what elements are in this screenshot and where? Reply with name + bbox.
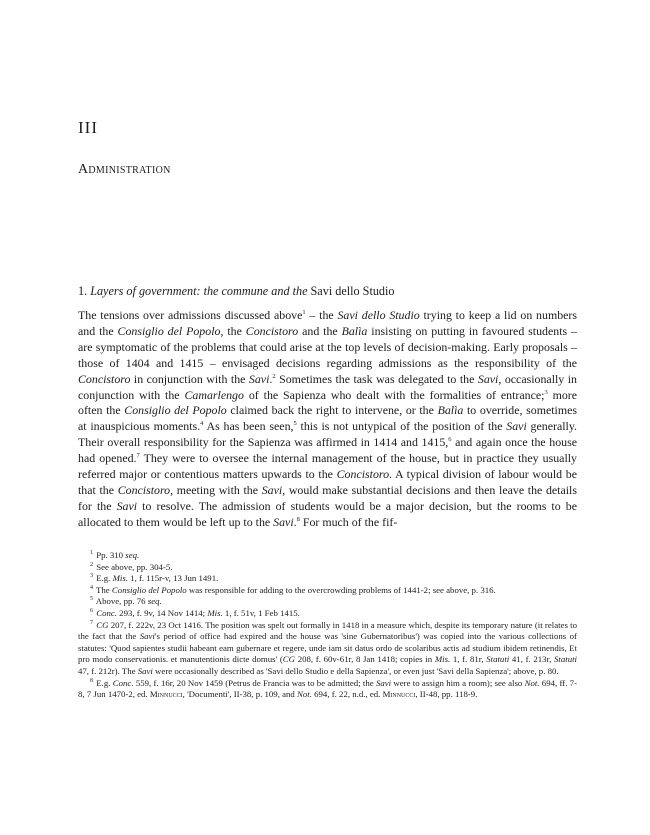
text-run: in conjunction with the — [130, 371, 249, 386]
section-title-italic: Layers of government: the commune and the — [90, 284, 308, 298]
text-run: more often the — [78, 387, 578, 418]
footnote-number: 6 — [90, 607, 93, 614]
text-run: They were to oversee the internal management of the house, but in practice they usually referred major or contentious matters upwards to the — [78, 451, 577, 482]
footnote-ref: 1 — [302, 309, 306, 316]
text-run: 1, f. 51v, 1 Feb 1415. — [222, 607, 300, 618]
italic-run: Savi dello Studio — [337, 308, 420, 322]
text-run: , 'Documenti', II-38, p. 109, and — [182, 689, 298, 700]
text-run: was responsible for adding to the overcrowding problems of 1441-2; see above, p. 316. — [186, 584, 496, 595]
text-run: As has been seen, — [203, 419, 294, 434]
text-run: insisting on putting in favoured students – are symptomatic of the problems that could arise at the top levels of decision-making. Early proposals – those of 1404 and 1415 – envisaged decisions regarding admissions as the responsibility of the — [78, 323, 577, 370]
chapter-number: III — [78, 118, 98, 137]
text-run: 207, f. 222v, 23 Oct 1416. The position was spelt out formally in 1418 in a measure which, despite its temporary nature (it relates to the fact that the — [78, 619, 577, 642]
footnote-ref: 2 — [272, 372, 276, 380]
text-run: , occasionally in conjunction with the — [78, 371, 577, 402]
italic-run: Consiglio del Popolo — [111, 584, 187, 595]
italic-run: Concistoro — [336, 467, 390, 482]
italic-run: Savi — [273, 514, 294, 529]
text-run: 41, f. 213r, — [509, 654, 555, 665]
footnote-ref: 6 — [448, 436, 452, 444]
italic-run: Savi — [506, 419, 527, 434]
footnote-number: 1 — [90, 550, 93, 556]
italic-run: Savi — [477, 371, 499, 386]
text-run: For much of the fif- — [299, 514, 398, 529]
text-run: The — [94, 584, 112, 595]
text-run: 1, f. 81r, — [450, 654, 487, 665]
italic-run: Conc. — [112, 677, 134, 688]
italic-run: Concistoro — [245, 323, 299, 338]
italic-run: seq. — [147, 596, 162, 607]
italic-run: Savi — [261, 482, 283, 497]
italic-run: Concistoro — [78, 371, 131, 386]
footnote-number: 3 — [90, 573, 93, 580]
italic-run: CG — [282, 654, 296, 665]
chapter-title: Administration — [78, 162, 171, 177]
italic-run: Balìa — [341, 323, 368, 338]
italic-run: Savi — [139, 631, 155, 642]
italic-run: Savi — [116, 498, 138, 513]
section-title-roman: Savi dello Studio — [310, 284, 395, 298]
text-run: , the — [220, 323, 246, 338]
small-caps-run: Minnucci — [382, 689, 416, 700]
text-run: , meeting with the — [170, 482, 262, 497]
text-run: 's period of office had expired and the house was 'sine Gubernatoribus') was copied into the various collections of statutes: 'Quod sapientes studii habeant eam gubernare et regere, unde iam sit datus ordo de scolaribus actis ad studium ibidem retinendis, Et pro modo conservationis. et manutentionis dicte domus' ( — [78, 631, 577, 665]
italic-run: Concistoro — [117, 482, 171, 497]
italic-run: CG — [96, 619, 109, 630]
footnote-ref: 7 — [136, 452, 140, 460]
text-run: were occasionally described as 'Savi dello Studio e della Sapienza', or even just 'Savi della Sapienza'; above, p. 80. — [152, 665, 559, 676]
italic-run: Savi — [137, 665, 153, 676]
text-run: 208, f. 60v-61r, 8 Jan 1418; copies in — [295, 654, 435, 665]
italic-run: Camarlengo — [184, 387, 244, 402]
footnote — [78, 573, 577, 585]
italic-run: Statuti — [554, 654, 578, 665]
footnote — [78, 678, 577, 701]
text-run: Sometimes the task was delegated to the — [275, 371, 478, 386]
section-heading — [78, 284, 578, 299]
italic-run: Conc. — [96, 607, 117, 618]
text-run: were to assign him a room); see also — [391, 677, 525, 688]
footnote-ref: 4 — [200, 420, 204, 428]
footnote-number: 7 — [90, 619, 93, 626]
italic-run: Mis. — [207, 607, 223, 618]
text-run: See above, pp. 304-5. — [94, 561, 173, 572]
text-run: 559, f. 16r, 20 Nov 1459 (Petrus de Francia was to be admitted; the — [133, 677, 376, 688]
footnote — [78, 620, 577, 678]
italic-run: Not. — [297, 689, 312, 700]
text-run: generally. Their overall responsibility for the Sapienza was affirmed in 1414 and 1415, — [78, 419, 577, 450]
text-run: 293, f. 9v, 14 Nov 1414; — [116, 607, 208, 618]
small-caps-run: Minnucci — [149, 689, 183, 700]
italic-run: Mis. — [434, 654, 451, 665]
footnote — [78, 585, 577, 597]
text-run: of the Sapienza who dealt with the formalities of entrance; — [243, 387, 545, 402]
footnote-ref: 3 — [544, 388, 548, 396]
footnote — [78, 608, 577, 620]
text-run: to override, sometimes at inauspicious moments. — [78, 403, 577, 434]
footnote-ref: 8 — [296, 515, 300, 523]
footnotes — [78, 550, 577, 701]
text-run: claimed back the right to intervene, or the — [226, 403, 438, 418]
text-run: E.g. — [94, 677, 113, 688]
text-run: The tensions over admissions discussed above — [78, 308, 303, 322]
footnote-number: 5 — [90, 596, 93, 603]
italic-run: Mis. — [112, 573, 128, 584]
text-run: and again once the house had opened. — [78, 435, 578, 466]
footnote — [78, 562, 577, 574]
italic-run: Savi — [375, 677, 392, 688]
text-run: 1, f. 115r-v, 13 Jun 1491. — [127, 573, 219, 584]
section-number: 1. — [78, 284, 88, 298]
footnote — [78, 596, 577, 608]
text-run: Pp. 310 — [94, 550, 126, 560]
footnote-number: 4 — [90, 584, 93, 591]
text-run: 47, f. 212r). The — [78, 665, 138, 676]
text-run: 694, f. 22, n.d., ed. — [311, 689, 383, 700]
italic-run: Consiglio del Popolo — [117, 323, 221, 338]
italic-run: Savi — [248, 371, 270, 386]
text-run: and the — [298, 323, 342, 338]
italic-run: Balìa — [437, 403, 464, 418]
text-run: , II-48, pp. 118-9. — [415, 689, 478, 700]
italic-run: seq. — [125, 550, 140, 560]
text-run: this is not untypical of the position of the — [296, 419, 507, 434]
footnote-number: 2 — [90, 561, 93, 568]
text-run: . A typical division of labour would be that the — [78, 467, 577, 497]
italic-run: Statuti — [486, 654, 510, 665]
footnote — [78, 550, 577, 562]
text-run: . — [293, 514, 297, 529]
text-run: . — [269, 371, 273, 386]
text-run: 694, ff. 7-8, 7 Jun 1470-2, ed. — [78, 677, 578, 700]
footnote-ref: 5 — [293, 420, 297, 428]
text-run: Above, pp. 76 — [94, 596, 148, 607]
text-run: , would make substantial decisions and then leave the details for the — [78, 482, 577, 513]
italic-run: Not. — [524, 677, 540, 688]
footnote-number: 8 — [90, 677, 93, 684]
body-paragraph — [78, 308, 577, 531]
text-run: trying to keep a lid on numbers and the — [78, 308, 578, 338]
text-run: – the — [305, 308, 338, 322]
text-run: to resolve. The admission of students would be a major decision, but the rooms to be allocated to them would be left up to the — [78, 498, 577, 529]
text-run: E.g. — [94, 573, 113, 584]
italic-run: Consiglio del Popolo — [124, 403, 227, 418]
